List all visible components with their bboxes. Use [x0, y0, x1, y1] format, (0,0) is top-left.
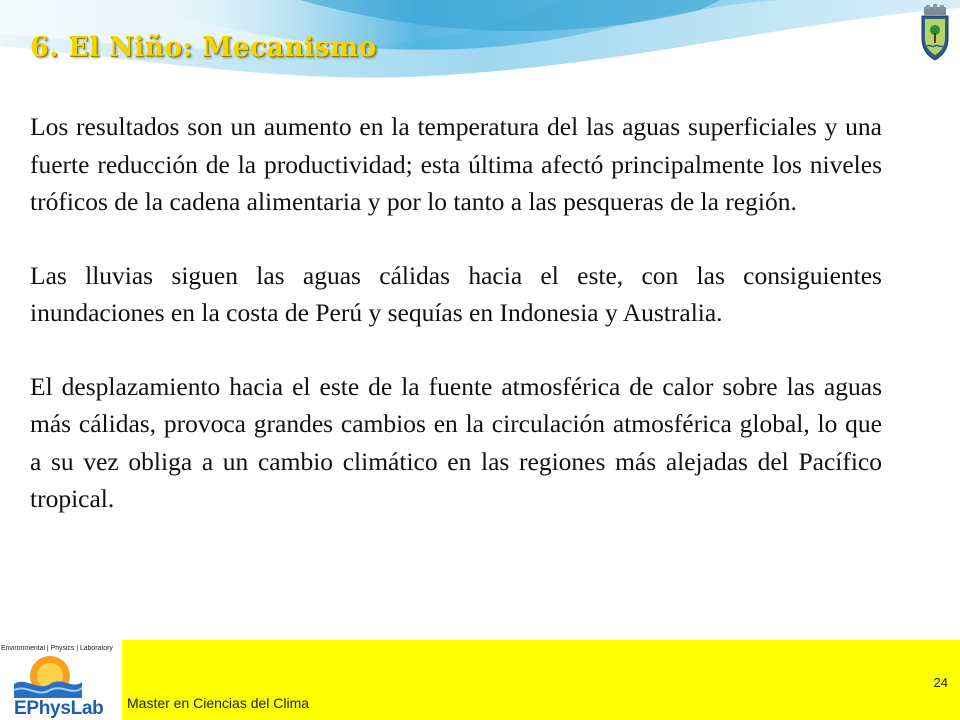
university-crest-icon: [918, 4, 952, 62]
slide-title: 6. El Niño: Mecanismo: [30, 32, 377, 63]
logo-text: EPhysLab: [14, 698, 104, 719]
footer-logo-area: [0, 640, 122, 720]
paragraph-rainfall: Las lluvias siguen las aguas cálidas hacia el este, con las consiguientes inundaciones en la costa de Perú y sequías en Indonesia y Australia.: [30, 260, 882, 327]
course-name: Master en Ciencias del Clima: [127, 695, 310, 711]
paragraph-circulation: El desplazamiento hacia el este de la fuente atmosférica de calor sobre las aguas más cálidas, provoca grandes cambios en la circulación atmosférica global, lo que a su vez obliga a un cambio climático en las regiones más alejadas del Pacífico tropical.: [30, 371, 882, 513]
ephyslab-logo-icon: [14, 654, 82, 698]
body-text: [30, 108, 882, 518]
paragraph-results: Los resultados son un aumento en la temperatura del las aguas superficiales y una fuerte reducción de la productividad; esta última afectó principalmente los niveles tróficos de la cadena alimentaria y por lo tanto a las pesqueras de la región.: [30, 112, 882, 216]
logo-caption: Environmental | Physics | Laboratory: [1, 645, 113, 652]
footer-band: [0, 640, 960, 720]
page-number: 24: [933, 675, 948, 690]
